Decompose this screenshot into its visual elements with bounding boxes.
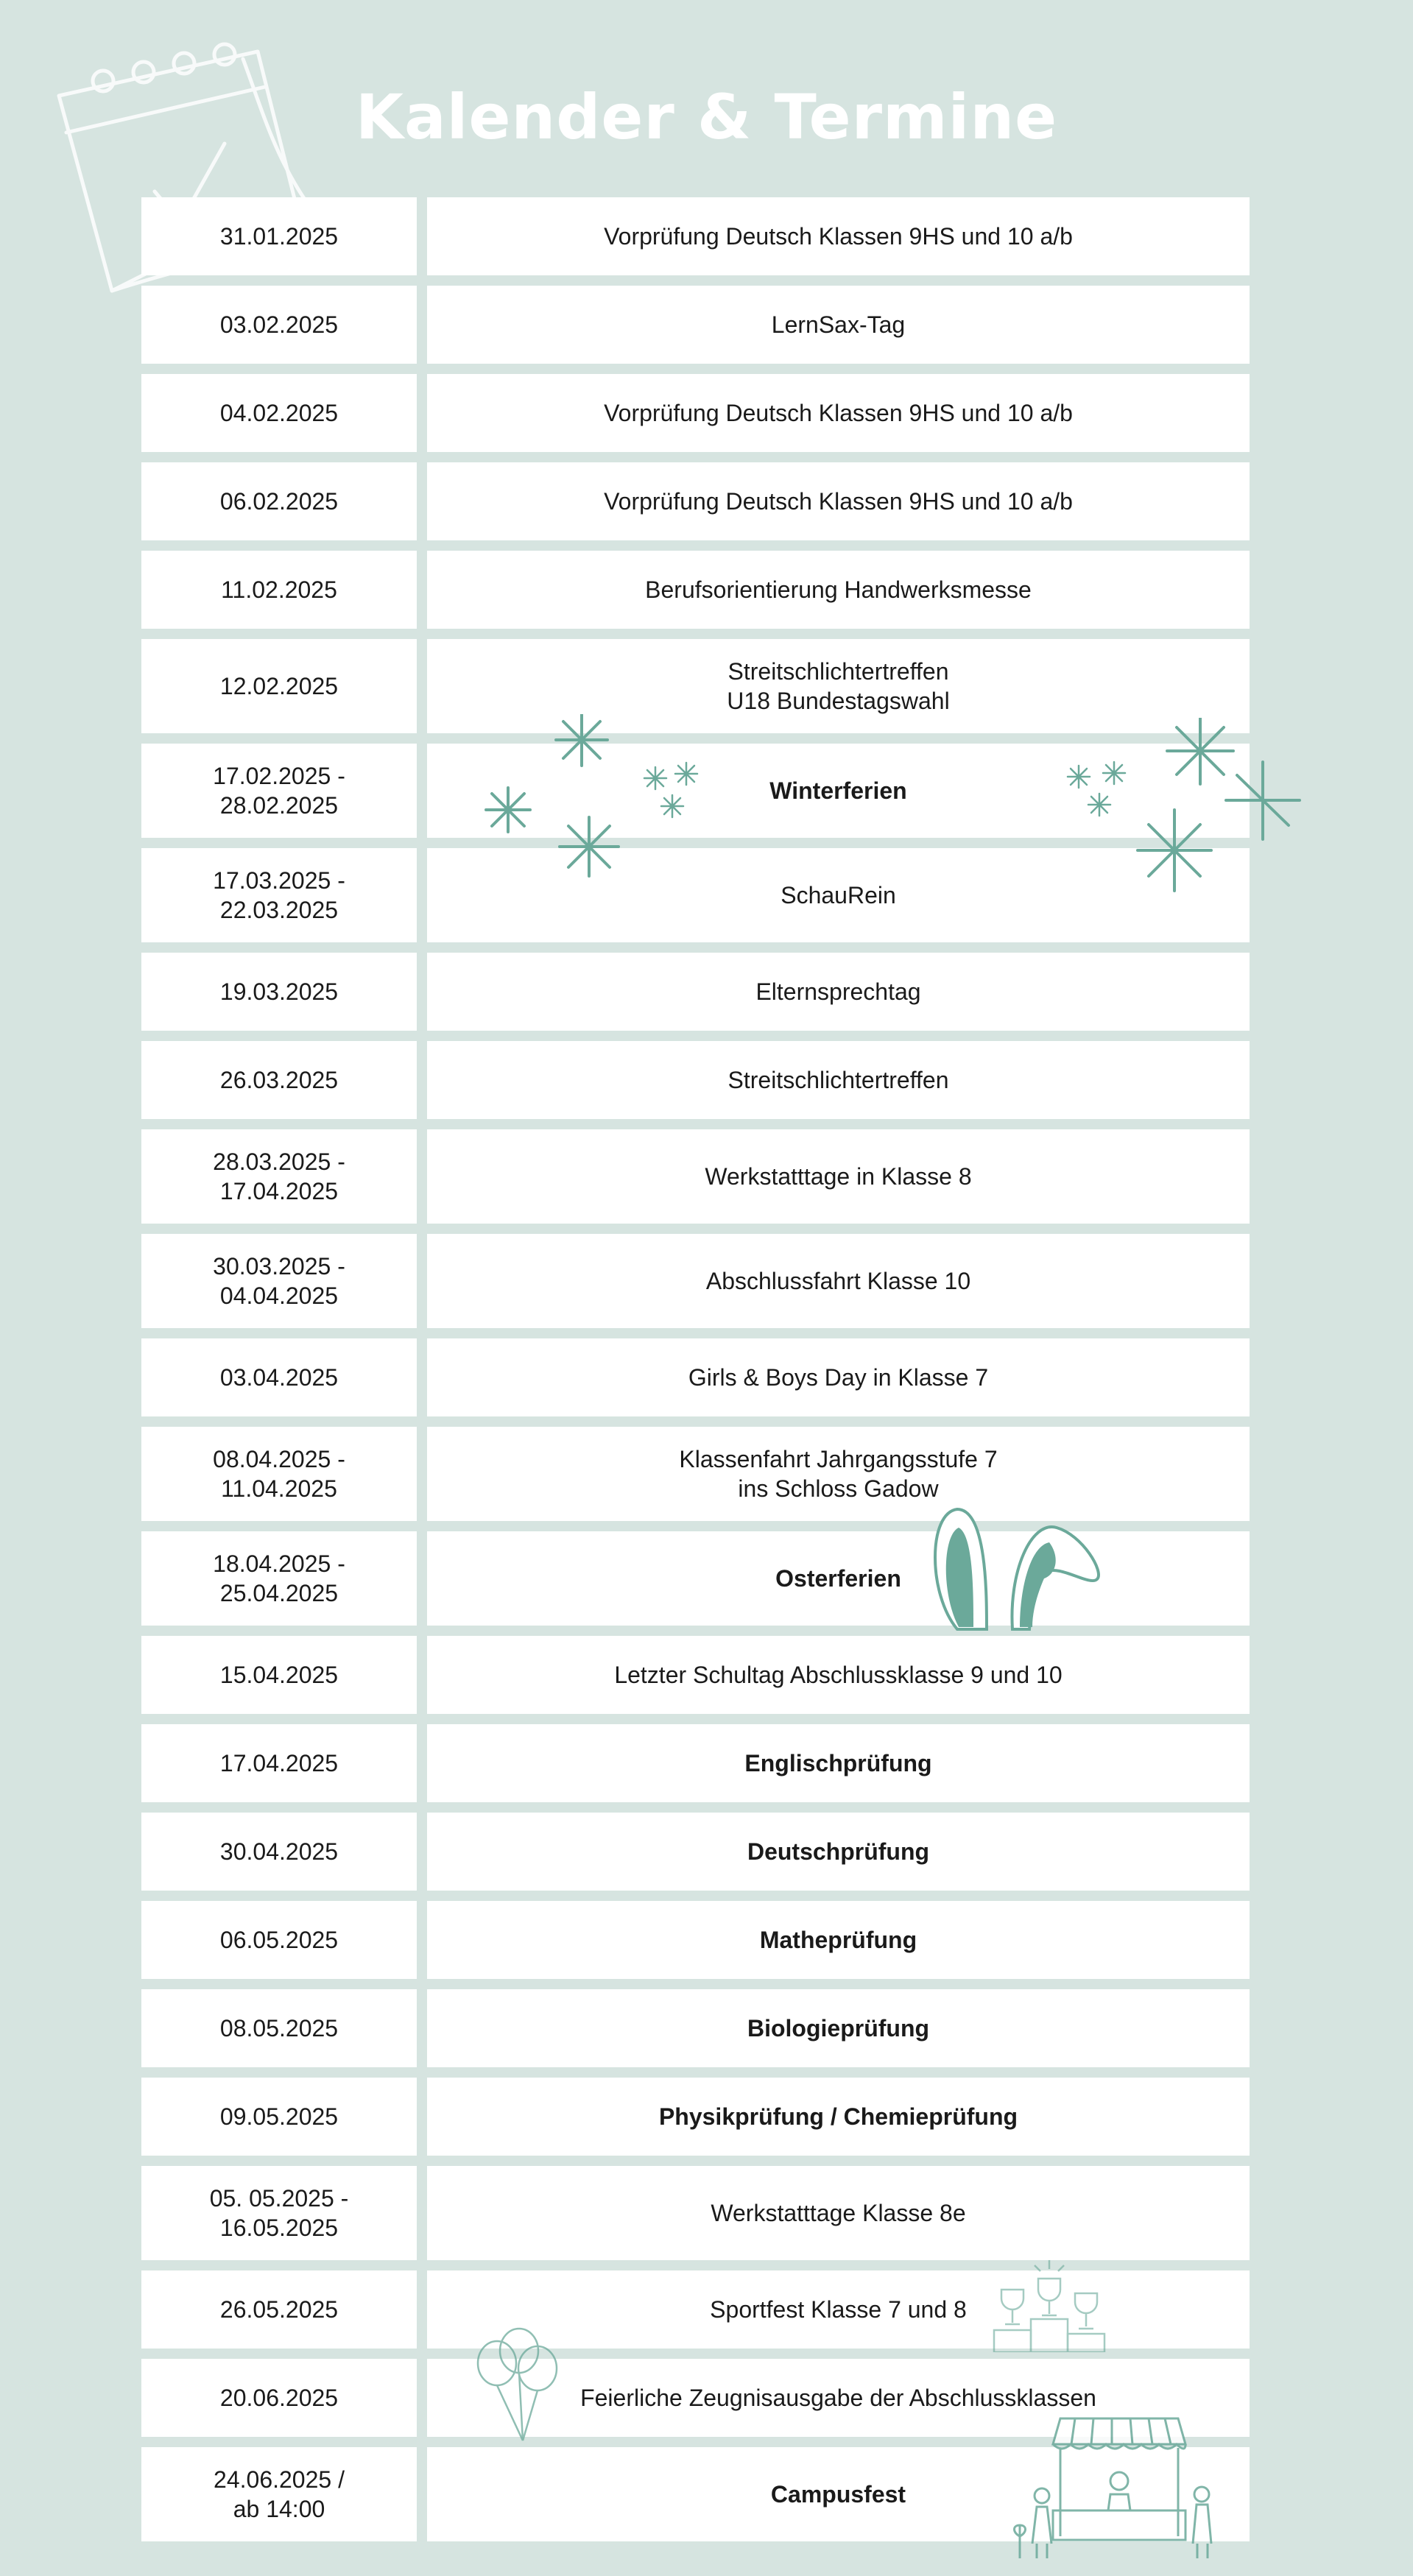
table-row [141,197,1250,275]
event-cell [427,197,1250,275]
event-text: Campusfest [770,2481,906,2508]
date-cell [141,1427,417,1521]
date-text: 18.04.2025 - 25.04.2025 [213,1550,345,1606]
date-cell [141,286,417,364]
date-text: 08.04.2025 - 11.04.2025 [213,1446,345,1502]
event-text: LernSax-Tag [771,311,906,338]
date-text: 03.02.2025 [219,311,339,338]
date-cell [141,2359,417,2437]
date-text: 28.03.2025 - 17.04.2025 [213,1148,345,1204]
table-row [141,1636,1250,1714]
event-cell [427,1427,1250,1521]
event-cell [427,953,1250,1031]
event-text: Matheprüfung [759,1927,917,1953]
date-cell [141,744,417,838]
table-row [141,374,1250,452]
event-text: Vorprüfung Deutsch Klassen 9HS und 10 a/b [604,223,1073,250]
page-title: Kalender & Termine [355,81,1058,153]
date-text: 31.01.2025 [219,223,339,250]
event-text: Vorprüfung Deutsch Klassen 9HS und 10 a/b [604,400,1073,426]
date-cell [141,2078,417,2156]
event-text: Sportfest Klasse 7 und 8 [710,2296,967,2323]
date-text: 06.05.2025 [219,1927,339,1953]
event-cell [427,1531,1250,1626]
event-cell [427,639,1250,733]
date-text: 09.05.2025 [219,2103,339,2130]
date-text: 17.04.2025 [219,1750,339,1776]
event-text: Werkstatttage Klasse 8e [711,2200,966,2226]
event-text: Berufsorientierung Handwerksmesse [645,576,1032,603]
date-cell [141,2447,417,2541]
date-cell [141,462,417,540]
table-row [141,744,1250,838]
date-text: 08.05.2025 [219,2015,339,2042]
event-cell [427,2447,1250,2541]
table-row [141,1531,1250,1626]
date-text: 26.03.2025 [219,1067,339,1093]
event-text: Klassenfahrt Jahrgangsstufe 7 ins Schloss Gadow [679,1446,998,1502]
event-text: Abschlussfahrt Klasse 10 [705,1268,971,1294]
event-cell [427,2166,1250,2260]
event-cell [427,2359,1250,2437]
date-cell [141,1989,417,2067]
event-cell [427,1129,1250,1224]
event-text: Physikprüfung / Chemieprüfung [658,2103,1018,2130]
date-text: 15.04.2025 [219,1662,339,1688]
event-cell [427,1234,1250,1328]
table-row [141,2166,1250,2260]
date-cell [141,1813,417,1891]
event-cell [427,1338,1250,1416]
event-cell [427,1989,1250,2067]
event-cell [427,286,1250,364]
event-text: Englischprüfung [744,1750,932,1776]
date-cell [141,2270,417,2349]
event-text: Feierliche Zeugnisausgabe der Abschlussklassen [580,2385,1096,2411]
date-text: 04.02.2025 [219,400,339,426]
date-text: 11.02.2025 [221,576,337,603]
event-cell [427,1041,1250,1119]
date-cell [141,1724,417,1802]
date-text: 30.04.2025 [219,1838,339,1865]
table-row [141,286,1250,364]
event-text: Winterferien [769,777,907,804]
event-text: Osterferien [775,1565,901,1592]
event-cell [427,374,1250,452]
event-cell [427,2270,1250,2349]
date-text: 26.05.2025 [219,2296,339,2323]
event-text: Biologieprüfung [747,2015,930,2042]
date-cell [141,1041,417,1119]
event-cell [427,462,1250,540]
date-text: 06.02.2025 [219,488,339,515]
event-text: Werkstatttage in Klasse 8 [705,1163,972,1190]
event-text: Letzter Schultag Abschlussklasse 9 und 10 [614,1662,1063,1688]
date-cell [141,1531,417,1626]
table-row [141,2359,1250,2437]
date-cell [141,639,417,733]
table-row [141,1234,1250,1328]
event-text: Streitschlichtertreffen U18 Bundestagswahl [727,658,950,714]
date-cell [141,953,417,1031]
table-row [141,462,1250,540]
table-row [141,848,1250,942]
table-row [141,551,1250,629]
event-cell [427,1813,1250,1891]
date-text: 12.02.2025 [219,673,339,699]
date-text: 17.02.2025 - 28.02.2025 [213,763,345,819]
event-cell [427,1901,1250,1979]
event-text: Vorprüfung Deutsch Klassen 9HS und 10 a/b [604,488,1073,515]
event-text: Deutschprüfung [747,1838,930,1865]
event-cell [427,1636,1250,1714]
date-text: 05. 05.2025 - 16.05.2025 [209,2185,349,2241]
event-cell [427,1724,1250,1802]
date-text: 03.04.2025 [219,1364,339,1391]
date-text: 30.03.2025 - 04.04.2025 [213,1253,345,1309]
date-text: 20.06.2025 [219,2385,339,2411]
date-cell [141,197,417,275]
date-cell [141,1901,417,1979]
date-cell [141,1636,417,1714]
table-row [141,639,1250,733]
table-row [141,953,1250,1031]
event-cell [427,2078,1250,2156]
table-row [141,1129,1250,1224]
event-text: Elternsprechtag [755,978,921,1005]
date-text: 24.06.2025 / ab 14:00 [214,2466,345,2522]
date-cell [141,1338,417,1416]
table-row [141,2447,1250,2541]
date-cell [141,2166,417,2260]
event-text: Streitschlichtertreffen [727,1067,949,1093]
event-cell [427,744,1250,838]
table-row [141,1989,1250,2067]
date-cell [141,374,417,452]
date-cell [141,1234,417,1328]
table-row [141,2078,1250,2156]
date-cell [141,848,417,942]
event-cell [427,848,1250,942]
event-cell [427,551,1250,629]
table-row [141,1427,1250,1521]
date-cell [141,551,417,629]
table-row [141,2270,1250,2349]
date-text: 19.03.2025 [219,978,339,1005]
event-text: Girls & Boys Day in Klasse 7 [688,1364,989,1391]
table-row [141,1813,1250,1891]
event-text: SchauRein [781,882,896,908]
date-cell [141,1129,417,1224]
table-row [141,1724,1250,1802]
table-row [141,1041,1250,1119]
table-row [141,1338,1250,1416]
table-row [141,1901,1250,1979]
date-text: 17.03.2025 - 22.03.2025 [213,867,345,923]
